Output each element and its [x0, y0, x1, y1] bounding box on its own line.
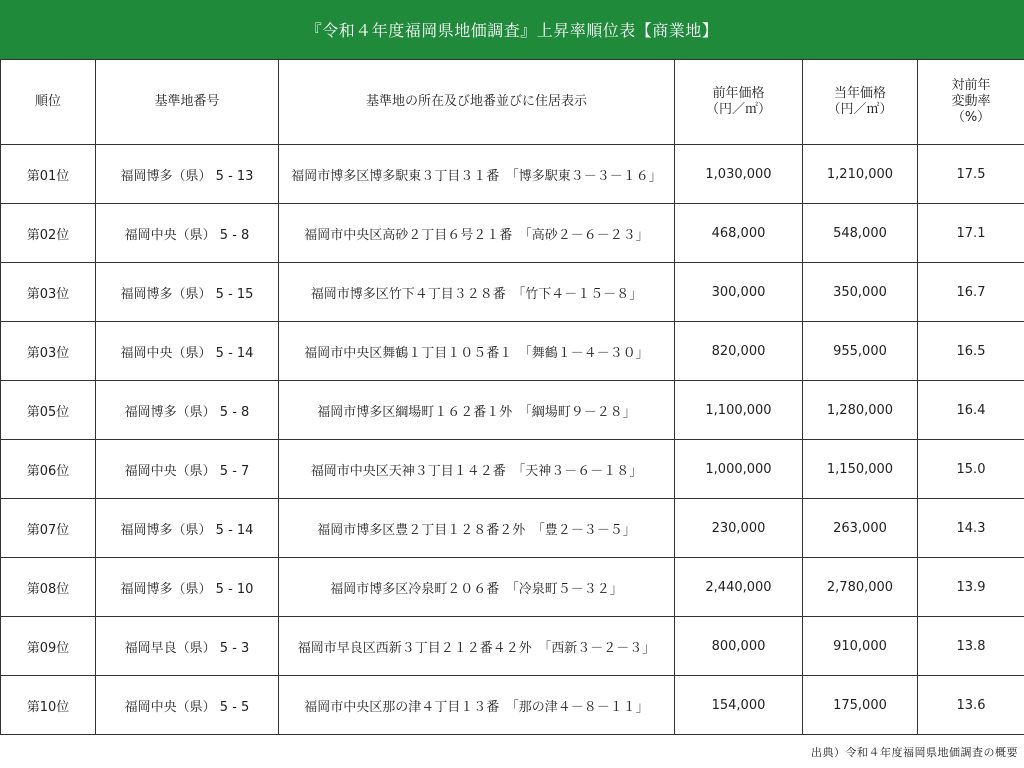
cell-curr-price: 548,000	[803, 204, 918, 263]
header-change-rate	[918, 60, 1024, 145]
header-curr-price-line1: 当年価格	[833, 86, 886, 101]
header-prev-price-line1: 前年価格	[712, 86, 765, 101]
header-address: 基準地の所在及び地番並びに住居表示	[279, 60, 675, 145]
cell-address: 福岡市博多区綱場町１６２番１外 「綱場町９－２８」	[279, 381, 675, 440]
cell-curr-price: 263,000	[803, 499, 918, 558]
cell-address: 福岡市博多区冷泉町２０６番 「冷泉町５－３２」	[279, 558, 675, 617]
cell-curr-price: 955,000	[803, 322, 918, 381]
header-rank: 順位	[1, 60, 96, 145]
table-row	[1, 381, 1024, 440]
cell-rank: 第07位	[1, 499, 96, 558]
cell-prev-price: 800,000	[675, 617, 803, 676]
cell-change-rate: 17.1	[918, 204, 1024, 263]
table-row	[1, 676, 1024, 735]
cell-prev-price: 1,100,000	[675, 381, 803, 440]
cell-lot-number: 福岡中央（県） 5 - 5	[96, 676, 279, 735]
cell-prev-price: 468,000	[675, 204, 803, 263]
cell-prev-price: 300,000	[675, 263, 803, 322]
cell-lot-number: 福岡早良（県） 5 - 3	[96, 617, 279, 676]
cell-curr-price: 910,000	[803, 617, 918, 676]
cell-rank: 第06位	[1, 440, 96, 499]
cell-change-rate: 13.6	[918, 676, 1024, 735]
cell-rank: 第03位	[1, 322, 96, 381]
table-row	[1, 558, 1024, 617]
cell-change-rate: 16.7	[918, 263, 1024, 322]
cell-prev-price: 154,000	[675, 676, 803, 735]
cell-curr-price: 350,000	[803, 263, 918, 322]
cell-prev-price: 230,000	[675, 499, 803, 558]
cell-curr-price: 2,780,000	[803, 558, 918, 617]
cell-prev-price: 1,000,000	[675, 440, 803, 499]
cell-change-rate: 16.4	[918, 381, 1024, 440]
cell-lot-number: 福岡博多（県） 5 - 8	[96, 381, 279, 440]
cell-address: 福岡市中央区舞鶴１丁目１０５番１ 「舞鶴１－４－３０」	[279, 322, 675, 381]
cell-change-rate: 13.8	[918, 617, 1024, 676]
table-header	[1, 60, 1024, 145]
table-row	[1, 204, 1024, 263]
cell-address: 福岡市博多区竹下４丁目３２８番 「竹下４－１５－８」	[279, 263, 675, 322]
cell-curr-price: 1,280,000	[803, 381, 918, 440]
cell-lot-number: 福岡中央（県） 5 - 8	[96, 204, 279, 263]
cell-address: 福岡市中央区天神３丁目１４２番 「天神３－６－１８」	[279, 440, 675, 499]
cell-prev-price: 2,440,000	[675, 558, 803, 617]
cell-prev-price: 820,000	[675, 322, 803, 381]
cell-curr-price: 175,000	[803, 676, 918, 735]
header-change-line3: （%）	[951, 110, 991, 125]
cell-rank: 第08位	[1, 558, 96, 617]
cell-rank: 第03位	[1, 263, 96, 322]
table-body	[1, 145, 1024, 735]
cell-address: 福岡市博多区豊２丁目１２８番２外 「豊２－３－５」	[279, 499, 675, 558]
cell-change-rate: 15.0	[918, 440, 1024, 499]
header-prev-price	[675, 60, 803, 145]
cell-address: 福岡市博多区博多駅東３丁目３１番 「博多駅東３－３－１６」	[279, 145, 675, 204]
cell-lot-number: 福岡博多（県） 5 - 15	[96, 263, 279, 322]
cell-curr-price: 1,150,000	[803, 440, 918, 499]
cell-rank: 第01位	[1, 145, 96, 204]
ranking-table	[0, 59, 1024, 735]
cell-lot-number: 福岡中央（県） 5 - 7	[96, 440, 279, 499]
header-row	[1, 60, 1024, 145]
header-curr-price	[803, 60, 918, 145]
table-row	[1, 440, 1024, 499]
cell-address: 福岡市中央区高砂２丁目６号２１番 「高砂２－６－２３」	[279, 204, 675, 263]
header-lot-number: 基準地番号	[96, 60, 279, 145]
header-prev-price-line2: （円／㎡）	[705, 102, 771, 117]
cell-rank: 第10位	[1, 676, 96, 735]
header-change-line2: 変動率	[951, 94, 991, 109]
table-row	[1, 617, 1024, 676]
cell-change-rate: 14.3	[918, 499, 1024, 558]
cell-change-rate: 17.5	[918, 145, 1024, 204]
cell-rank: 第09位	[1, 617, 96, 676]
table-row	[1, 499, 1024, 558]
table-row	[1, 263, 1024, 322]
header-change-line1: 対前年	[951, 78, 991, 93]
cell-rank: 第05位	[1, 381, 96, 440]
cell-change-rate: 13.9	[918, 558, 1024, 617]
cell-prev-price: 1,030,000	[675, 145, 803, 204]
cell-lot-number: 福岡博多（県） 5 - 14	[96, 499, 279, 558]
cell-change-rate: 16.5	[918, 322, 1024, 381]
cell-address: 福岡市早良区西新３丁目２１２番４２外 「西新３－２－３」	[279, 617, 675, 676]
source-note: 出典）令和４年度福岡県地価調査の概要	[811, 746, 1018, 759]
cell-lot-number: 福岡中央（県） 5 - 14	[96, 322, 279, 381]
cell-lot-number: 福岡博多（県） 5 - 13	[96, 145, 279, 204]
page-title: 『令和４年度福岡県地価調査』上昇率順位表【商業地】	[0, 0, 1024, 59]
table-row	[1, 322, 1024, 381]
table-row	[1, 145, 1024, 204]
header-curr-price-line2: （円／㎡）	[827, 102, 893, 117]
cell-lot-number: 福岡博多（県） 5 - 10	[96, 558, 279, 617]
cell-address: 福岡市中央区那の津４丁目１３番 「那の津４－８－１１」	[279, 676, 675, 735]
cell-curr-price: 1,210,000	[803, 145, 918, 204]
cell-rank: 第02位	[1, 204, 96, 263]
